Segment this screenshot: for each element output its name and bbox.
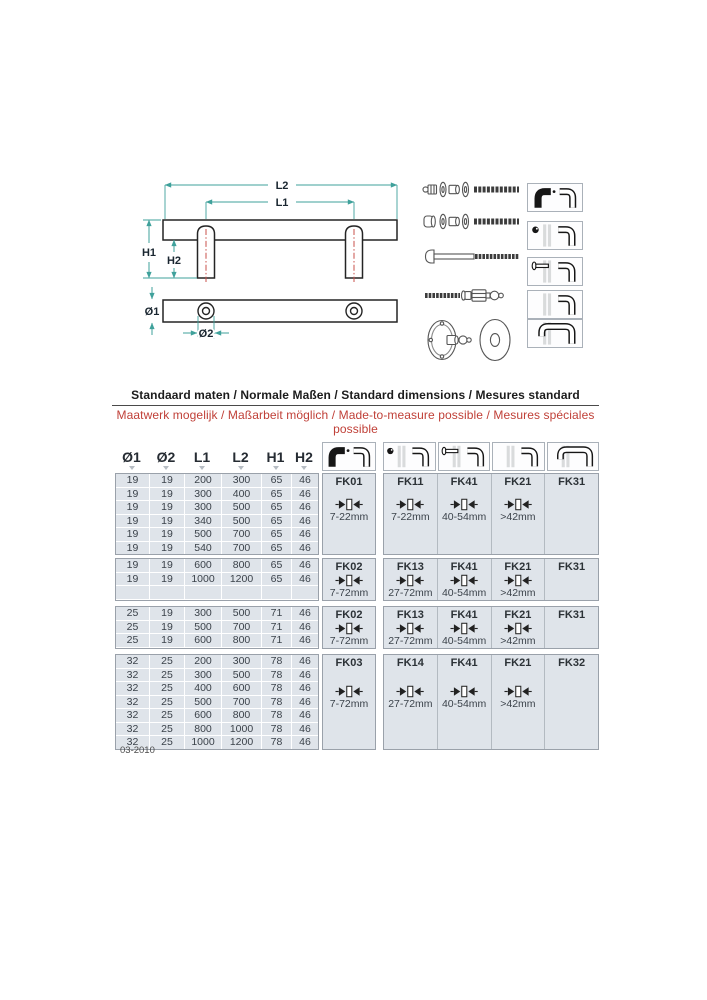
table-cell: 32 bbox=[116, 696, 149, 709]
fk-code: FK13 bbox=[396, 561, 424, 573]
fk-code: FK32 bbox=[558, 657, 586, 669]
table-cell: 25 bbox=[116, 621, 149, 634]
fk-cell bbox=[438, 559, 491, 600]
fk-code: FK01 bbox=[335, 476, 363, 488]
table-cell: 300 bbox=[185, 669, 221, 682]
tables-area bbox=[115, 441, 601, 750]
fk-code: FK11 bbox=[397, 476, 424, 488]
fk-range: 27-72mm bbox=[388, 587, 433, 599]
table-cell: 25 bbox=[150, 669, 184, 682]
door-thickness-icon bbox=[396, 622, 424, 635]
fk-cell bbox=[545, 474, 598, 554]
fk-header-band bbox=[322, 442, 599, 471]
screw-head-wall-icon bbox=[527, 221, 583, 250]
column-marker-icon bbox=[301, 466, 307, 470]
through-bolt-illustration bbox=[422, 248, 522, 265]
fk-cell bbox=[438, 607, 491, 648]
fk-code: FK13 bbox=[396, 609, 424, 621]
table-cell: 46 bbox=[292, 621, 318, 634]
fk-cell bbox=[384, 559, 437, 600]
table-cell: 71 bbox=[262, 634, 291, 647]
table-cell: 1200 bbox=[222, 573, 261, 586]
table-cell: 46 bbox=[292, 655, 318, 668]
column-label: Ø1 bbox=[122, 449, 141, 465]
table-cell bbox=[292, 586, 318, 599]
table-cell: 46 bbox=[292, 696, 318, 709]
table-cell: 78 bbox=[262, 736, 291, 749]
door-thickness-icon bbox=[396, 574, 424, 587]
fk-code: FK21 bbox=[504, 561, 532, 573]
table-cell: 46 bbox=[292, 501, 318, 514]
table-cell: 1200 bbox=[222, 736, 261, 749]
table-cell: 46 bbox=[292, 488, 318, 501]
table-cell: 78 bbox=[262, 723, 291, 736]
table-cell: 200 bbox=[185, 655, 221, 668]
table-cell: 800 bbox=[222, 634, 261, 647]
table-cell: 78 bbox=[262, 655, 291, 668]
table-cell: 65 bbox=[262, 528, 291, 541]
fk-cell bbox=[492, 474, 545, 554]
table-cell: 19 bbox=[150, 607, 184, 620]
fk-range: 40-54mm bbox=[441, 635, 487, 647]
fk-cell-group bbox=[383, 654, 599, 750]
fk-range: 7-22mm bbox=[329, 511, 369, 523]
fk-cell bbox=[438, 474, 491, 554]
column-label: H2 bbox=[295, 449, 313, 465]
table-cell: 65 bbox=[262, 488, 291, 501]
table-cell: 25 bbox=[150, 709, 184, 722]
fk-cell bbox=[545, 607, 598, 648]
fk-code: FK21 bbox=[504, 476, 532, 488]
table-cell: 500 bbox=[185, 621, 221, 634]
table-cell: 200 bbox=[185, 474, 221, 487]
table-cell: 25 bbox=[150, 736, 184, 749]
fk-cell bbox=[384, 607, 437, 648]
table-cell: 25 bbox=[150, 682, 184, 695]
door-thickness-icon bbox=[450, 574, 478, 587]
handle-pair-icon bbox=[322, 442, 376, 471]
fk-code: FK21 bbox=[504, 657, 532, 669]
column-marker-icon bbox=[199, 466, 205, 470]
fk-cell-group bbox=[383, 558, 599, 601]
table-cell: 25 bbox=[150, 723, 184, 736]
table-cell: 32 bbox=[116, 669, 149, 682]
door-thickness-icon bbox=[504, 498, 532, 511]
table-cell: 19 bbox=[116, 528, 149, 541]
column-marker-icon bbox=[238, 466, 244, 470]
fk-code: FK41 bbox=[450, 657, 478, 669]
connector-bolt-set-illustration bbox=[422, 179, 522, 200]
table-cell: 600 bbox=[185, 559, 221, 572]
fk-cell bbox=[322, 558, 376, 601]
table-cell: 500 bbox=[185, 696, 221, 709]
column-label: Ø2 bbox=[156, 449, 176, 465]
door-thickness-icon bbox=[335, 574, 363, 587]
table-cell: 19 bbox=[150, 501, 184, 514]
fk-block bbox=[322, 558, 599, 601]
column-header bbox=[261, 450, 290, 470]
table-cell: 500 bbox=[185, 528, 221, 541]
table-cell: 46 bbox=[292, 474, 318, 487]
fk-cell bbox=[492, 607, 545, 648]
fk-cell-group bbox=[383, 606, 599, 649]
fk-range: 27-72mm bbox=[388, 635, 433, 647]
fk-range: 27-72mm bbox=[388, 698, 433, 710]
table-cell: 800 bbox=[222, 709, 261, 722]
fk-range: 7-72mm bbox=[329, 698, 369, 710]
table-cell bbox=[185, 586, 221, 599]
table-cell: 19 bbox=[150, 634, 184, 647]
column-marker-icon bbox=[129, 466, 135, 470]
table-cell: 400 bbox=[222, 488, 261, 501]
column-header bbox=[115, 450, 148, 470]
dimension-group bbox=[115, 473, 319, 555]
table-cell: 65 bbox=[262, 501, 291, 514]
table-cell: 500 bbox=[222, 607, 261, 620]
fk-code: FK41 bbox=[450, 609, 478, 621]
header-block bbox=[112, 388, 599, 436]
table-cell: 71 bbox=[262, 621, 291, 634]
wall-handle-icon bbox=[492, 442, 545, 471]
fk-code: FK14 bbox=[396, 657, 424, 669]
table-cell: 340 bbox=[185, 515, 221, 528]
table-cell: 78 bbox=[262, 669, 291, 682]
fk-range: >42mm bbox=[500, 698, 536, 710]
table-cell: 700 bbox=[222, 696, 261, 709]
door-thickness-icon bbox=[335, 622, 363, 635]
table-cell: 46 bbox=[292, 669, 318, 682]
table-cell: 800 bbox=[185, 723, 221, 736]
table-cell: 25 bbox=[150, 696, 184, 709]
table-cell: 78 bbox=[262, 682, 291, 695]
page-subtitle: Maatwerk mogelijk / Maßarbeit möglich / Made-to-measure possible / Mesures spéciales possible bbox=[116, 408, 595, 436]
table-cell: 65 bbox=[262, 515, 291, 528]
page-title: Standaard maten / Normale Maßen / Standard dimensions / Mesures standard bbox=[112, 388, 599, 406]
fk-cell bbox=[545, 655, 598, 749]
hardware-column bbox=[422, 179, 522, 369]
table-cell: 19 bbox=[150, 559, 184, 572]
fk-range: 40-54mm bbox=[441, 698, 487, 710]
bolt-through-wall-icon bbox=[527, 257, 583, 286]
dimension-group bbox=[115, 654, 319, 750]
table-cell: 19 bbox=[116, 488, 149, 501]
door-thickness-icon bbox=[335, 685, 363, 698]
table-cell: 19 bbox=[116, 501, 149, 514]
fk-range: 40-54mm bbox=[441, 511, 487, 523]
table-cell: 500 bbox=[222, 501, 261, 514]
table-cell: 46 bbox=[292, 542, 318, 555]
fk-code: FK31 bbox=[558, 561, 586, 573]
table-cell: 46 bbox=[292, 607, 318, 620]
fk-block bbox=[322, 473, 599, 555]
dimension-group bbox=[115, 606, 319, 649]
table-cell: 19 bbox=[150, 621, 184, 634]
d1-label: Ø1 bbox=[144, 306, 160, 318]
table-cell: 540 bbox=[185, 542, 221, 555]
table-band bbox=[115, 606, 601, 649]
fk-range: 7-22mm bbox=[391, 511, 430, 523]
fk-cell bbox=[492, 655, 545, 749]
d2-label: Ø2 bbox=[198, 328, 214, 340]
door-thickness-icon bbox=[450, 498, 478, 511]
fk-range: 7-72mm bbox=[329, 587, 369, 599]
fk-range: 7-72mm bbox=[329, 635, 369, 647]
table-cell: 65 bbox=[262, 573, 291, 586]
table-cell: 19 bbox=[116, 559, 149, 572]
fk-cell bbox=[322, 473, 376, 555]
fk-range: >42mm bbox=[500, 511, 536, 523]
fk-code: FK03 bbox=[335, 657, 363, 669]
table-cell: 32 bbox=[116, 655, 149, 668]
fk-code: FK21 bbox=[504, 609, 532, 621]
fk-code: FK02 bbox=[335, 561, 363, 573]
door-thickness-icon bbox=[504, 685, 532, 698]
h1-label: H1 bbox=[141, 247, 157, 259]
dim-header-row bbox=[115, 450, 319, 471]
fk-code: FK02 bbox=[335, 609, 363, 621]
table-cell: 19 bbox=[150, 515, 184, 528]
table-cell: 19 bbox=[150, 528, 184, 541]
stud-ball-adapter-illustration bbox=[422, 286, 522, 305]
table-cell: 19 bbox=[116, 515, 149, 528]
table-cell: 25 bbox=[150, 655, 184, 668]
column-label: H1 bbox=[266, 449, 285, 465]
table-cell: 500 bbox=[222, 515, 261, 528]
table-cell: 300 bbox=[185, 501, 221, 514]
table-cell: 46 bbox=[292, 682, 318, 695]
fk-cell bbox=[322, 654, 376, 750]
fk-code: FK31 bbox=[558, 609, 586, 621]
table-cell: 19 bbox=[116, 573, 149, 586]
technical-drawing bbox=[110, 163, 420, 375]
table-cell: 65 bbox=[262, 542, 291, 555]
wall-handle-icon bbox=[527, 290, 583, 319]
bolt-through-wall-icon bbox=[438, 442, 491, 471]
fk-code: FK31 bbox=[558, 476, 586, 488]
table-cell: 800 bbox=[222, 559, 261, 572]
fk-range: >42mm bbox=[500, 587, 536, 599]
column-header bbox=[149, 450, 183, 470]
column-label: L2 bbox=[232, 449, 249, 465]
table-cell: 46 bbox=[292, 634, 318, 647]
table-cell bbox=[222, 586, 261, 599]
table-cell: 46 bbox=[292, 528, 318, 541]
table-cell: 46 bbox=[292, 736, 318, 749]
table-cell bbox=[262, 586, 291, 599]
table-cell: 700 bbox=[222, 528, 261, 541]
column-header bbox=[184, 450, 220, 470]
door-thickness-icon bbox=[396, 685, 424, 698]
fk-code: FK41 bbox=[450, 476, 478, 488]
table-cell: 19 bbox=[150, 573, 184, 586]
l1-label: L1 bbox=[275, 197, 289, 209]
table-cell: 46 bbox=[292, 573, 318, 586]
table-cell: 65 bbox=[262, 474, 291, 487]
table-cell: 19 bbox=[116, 474, 149, 487]
fk-range: 40-54mm bbox=[441, 587, 487, 599]
table-cell: 300 bbox=[185, 488, 221, 501]
table-cell: 32 bbox=[116, 723, 149, 736]
fk-cell-group bbox=[383, 473, 599, 555]
door-thickness-icon bbox=[450, 622, 478, 635]
screw-head-wall-icon bbox=[383, 442, 436, 471]
table-cell: 1000 bbox=[222, 723, 261, 736]
table-cell: 25 bbox=[116, 607, 149, 620]
table-cell: 500 bbox=[222, 669, 261, 682]
fk-cell bbox=[322, 606, 376, 649]
table-cell: 19 bbox=[116, 542, 149, 555]
table-cell: 600 bbox=[222, 682, 261, 695]
table-cell: 46 bbox=[292, 723, 318, 736]
door-thickness-icon bbox=[504, 622, 532, 635]
fk-block bbox=[322, 606, 599, 649]
date-code: 03-2010 bbox=[120, 745, 155, 756]
table-cell: 32 bbox=[116, 709, 149, 722]
table-cell: 700 bbox=[222, 621, 261, 634]
table-cell: 19 bbox=[150, 542, 184, 555]
table-cell: 600 bbox=[185, 634, 221, 647]
table-cell: 300 bbox=[222, 655, 261, 668]
h2-label: H2 bbox=[166, 255, 182, 267]
table-cell bbox=[150, 586, 184, 599]
table-cell: 1000 bbox=[185, 573, 221, 586]
door-thickness-icon bbox=[396, 498, 424, 511]
table-cell: 46 bbox=[292, 709, 318, 722]
table-cell: 400 bbox=[185, 682, 221, 695]
column-label: L1 bbox=[193, 449, 211, 465]
column-marker-icon bbox=[163, 466, 169, 470]
table-cell: 300 bbox=[222, 474, 261, 487]
table-cell: 65 bbox=[262, 559, 291, 572]
cap-nut-set-illustration bbox=[422, 211, 522, 232]
table-cell bbox=[116, 586, 149, 599]
table-cell: 1000 bbox=[185, 736, 221, 749]
fk-cell bbox=[492, 559, 545, 600]
through-wall-handle-icon bbox=[527, 319, 583, 348]
dimension-group bbox=[115, 558, 319, 601]
fk-header-rest bbox=[383, 442, 599, 471]
table-cell: 25 bbox=[116, 634, 149, 647]
handle-pair-icon bbox=[527, 183, 583, 212]
table-cell: 19 bbox=[150, 474, 184, 487]
door-thickness-icon bbox=[335, 498, 363, 511]
table-cell: 700 bbox=[222, 542, 261, 555]
column-header bbox=[291, 450, 317, 470]
fk-header-first bbox=[322, 442, 376, 471]
table-band bbox=[115, 654, 601, 750]
column-marker-icon bbox=[273, 466, 279, 470]
rosette-plate-illustration bbox=[422, 313, 522, 367]
table-cell: 300 bbox=[185, 607, 221, 620]
table-cell: 78 bbox=[262, 709, 291, 722]
table-cell: 19 bbox=[150, 488, 184, 501]
fk-cell bbox=[384, 474, 437, 554]
table-header-band bbox=[115, 441, 601, 471]
mount-icon-column bbox=[527, 183, 583, 353]
column-header bbox=[221, 450, 260, 470]
door-thickness-icon bbox=[450, 685, 478, 698]
table-band bbox=[115, 473, 601, 555]
table-cell: 78 bbox=[262, 696, 291, 709]
door-thickness-icon bbox=[504, 574, 532, 587]
fk-cell bbox=[438, 655, 491, 749]
fk-cell bbox=[545, 559, 598, 600]
table-band bbox=[115, 558, 601, 601]
fk-cell bbox=[384, 655, 437, 749]
table-cell: 32 bbox=[116, 736, 149, 749]
table-cell: 32 bbox=[116, 682, 149, 695]
table-cell: 600 bbox=[185, 709, 221, 722]
fk-code: FK41 bbox=[450, 561, 478, 573]
table-cell: 46 bbox=[292, 515, 318, 528]
table-cell: 46 bbox=[292, 559, 318, 572]
through-wall-handle-icon bbox=[547, 442, 600, 471]
fk-block bbox=[322, 654, 599, 750]
fk-range: >42mm bbox=[500, 635, 536, 647]
l2-label: L2 bbox=[275, 180, 289, 192]
table-cell: 71 bbox=[262, 607, 291, 620]
